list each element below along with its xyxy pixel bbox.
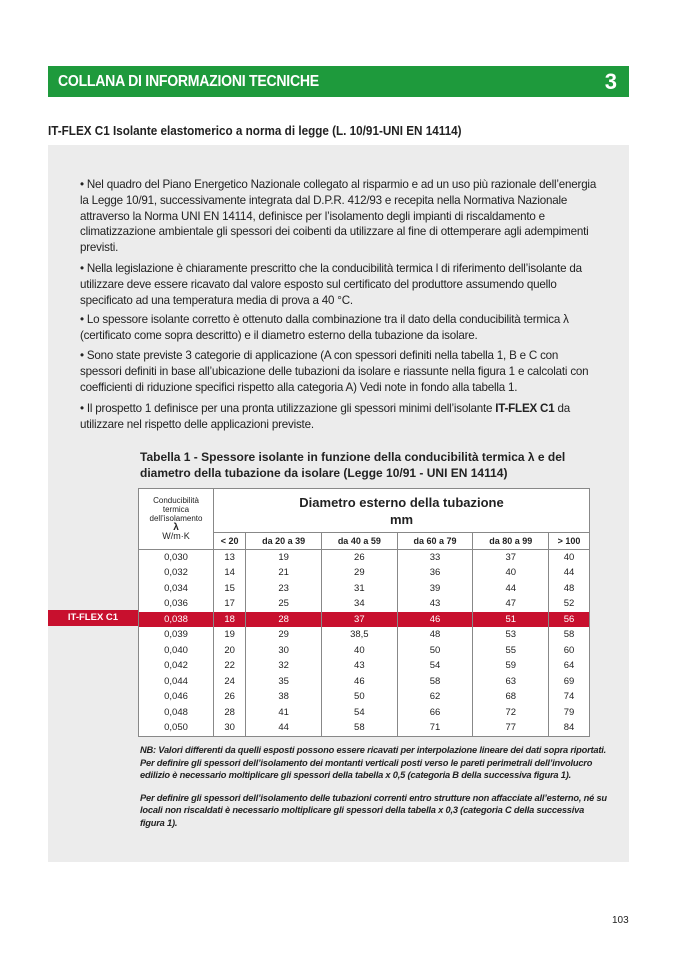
diameter-header xyxy=(214,489,590,533)
thickness-cell: 50 xyxy=(321,689,397,705)
paragraph: • Sono state previste 3 categorie di applicazione (A con spessori definiti nella tabella 1, B e C con spessori definiti in base all’ubicazione delle tubazioni da isolare e riassunte nella figura 1 e calcolati con coefficienti di riduzione specifici rispetto alla categoria A) Vedi note in fondo alla tabella 1. xyxy=(80,349,589,394)
thickness-cell: 23 xyxy=(246,581,322,597)
thickness-cell: 74 xyxy=(549,689,590,705)
table-row xyxy=(139,627,590,643)
thickness-cell: 28 xyxy=(214,705,246,721)
thickness-cell: 72 xyxy=(473,705,549,721)
table-row xyxy=(139,549,590,565)
lambda-cell: 0,044 xyxy=(139,674,214,690)
thickness-cell: 17 xyxy=(214,596,246,612)
lambda-cell: 0,038 xyxy=(139,612,214,628)
paragraph: • Nel quadro del Piano Energetico Nazionale collegato al risparmio e ad un uso più razionale dell’energia la Legge 10/91, successivamente integrata dal D.P.R. 412/93 e recepita nella Normativa Nazionale attraverso la Norma UNI EN 14114, definisce per l’isolamento degli impianti di riscaldamento e climatizzazione ambientale gli spessori dei coibenti da utilizzare al fine di ottemperare agli adempimenti previsti. xyxy=(80,178,597,255)
text: λ xyxy=(173,522,179,534)
thickness-cell: 30 xyxy=(214,720,246,736)
table-row xyxy=(139,720,590,736)
thickness-cell: 66 xyxy=(397,705,473,721)
table-row xyxy=(139,596,590,612)
lambda-cell: 0,039 xyxy=(139,627,214,643)
text: Conducibilità xyxy=(153,496,199,506)
thickness-cell: 43 xyxy=(321,658,397,674)
thickness-cell: 64 xyxy=(549,658,590,674)
paragraph xyxy=(80,401,600,433)
thickness-cell: 32 xyxy=(246,658,322,674)
note: NB: Valori differenti da quelli esposti possono essere ricavati per interpolazione lineare dei dati sopra riportati. Per definire gli spessori dell’isolamento dei montanti verticali posti verso le pareti perimetrali dell’involucro edilizio è necessario moltiplicare gli spessori della tabella x 0,5 (categoria B della successiva figura 1). xyxy=(140,745,607,780)
thickness-cell: 26 xyxy=(321,549,397,565)
column-header: da 40 a 59 xyxy=(321,533,397,550)
thickness-cell: 25 xyxy=(246,596,322,612)
thickness-cell: 19 xyxy=(246,549,322,565)
thickness-cell: 31 xyxy=(321,581,397,597)
text: termica xyxy=(162,505,190,515)
text: da utilizzare nel rispetto delle applicazioni previste. xyxy=(80,402,570,431)
note: Per definire gli spessori dell’isolamento delle tubazioni correnti entro strutture non affacciate all’esterno, né su locali non riscaldati è necessario moltiplicare gli spessori della tabella x 0,3 (categoria C della successiva figura 1). xyxy=(140,792,607,828)
thickness-cell: 24 xyxy=(214,674,246,690)
thickness-cell: 13 xyxy=(214,549,246,565)
thickness-cell: 14 xyxy=(214,565,246,581)
thickness-cell: 71 xyxy=(397,720,473,736)
thickness-table xyxy=(138,488,590,737)
thickness-cell: 37 xyxy=(473,549,549,565)
highlight-label: IT-FLEX C1 xyxy=(48,610,138,626)
table-row xyxy=(139,643,590,659)
thickness-cell: 30 xyxy=(246,643,322,659)
thickness-cell: 62 xyxy=(397,689,473,705)
lambda-cell: 0,030 xyxy=(139,549,214,565)
lambda-cell: 0,042 xyxy=(139,658,214,674)
thickness-cell: 19 xyxy=(214,627,246,643)
lambda-header xyxy=(139,489,214,550)
paragraph: • Nella legislazione è chiaramente prescritto che la conducibilità termica l di riferimento dell’isolante da utilizzare deve essere ricavato dal valore esposto sul certificato del produttore assumendo quello specificato ad una temperatura media di prova a 40 °C. xyxy=(80,262,582,307)
lambda-cell: 0,048 xyxy=(139,705,214,721)
table-title: Tabella 1 - Spessore isolante in funzione della conducibilità termica λ e del diametro della tubazione da isolare (Legge 10/91 - UNI EN 14114) xyxy=(140,450,566,480)
column-header: da 60 a 79 xyxy=(397,533,473,550)
table-row xyxy=(139,705,590,721)
thickness-cell: 69 xyxy=(549,674,590,690)
thickness-cell: 56 xyxy=(549,612,590,628)
table-row xyxy=(139,658,590,674)
thickness-cell: 44 xyxy=(549,565,590,581)
thickness-cell: 37 xyxy=(321,612,397,628)
thickness-cell: 29 xyxy=(321,565,397,581)
section-title: COLLANA DI INFORMAZIONI TECNICHE xyxy=(58,73,319,90)
thickness-cell: 53 xyxy=(473,627,549,643)
thickness-cell: 46 xyxy=(321,674,397,690)
product-name: IT-FLEX C1 xyxy=(495,402,555,415)
paragraph: • Lo spessore isolante corretto è ottenuto dalla combinazione tra il dato della conducibilità termica λ (certificato come sopra descritto) e il diametro esterno della tubazione da isolare. xyxy=(80,313,569,342)
page-number: 103 xyxy=(612,915,629,926)
thickness-cell: 58 xyxy=(397,674,473,690)
text: dell’isolamento xyxy=(149,514,203,524)
table-row xyxy=(139,565,590,581)
thickness-cell: 34 xyxy=(321,596,397,612)
thickness-cell: 48 xyxy=(397,627,473,643)
thickness-cell: 40 xyxy=(321,643,397,659)
thickness-cell: 63 xyxy=(473,674,549,690)
thickness-cell: 51 xyxy=(473,612,549,628)
column-header: da 20 a 39 xyxy=(246,533,322,550)
thickness-cell: 68 xyxy=(473,689,549,705)
thickness-cell: 44 xyxy=(473,581,549,597)
lambda-cell: 0,034 xyxy=(139,581,214,597)
thickness-cell: 43 xyxy=(397,596,473,612)
thickness-cell: 54 xyxy=(397,658,473,674)
thickness-cell: 41 xyxy=(246,705,322,721)
column-header: < 20 xyxy=(214,533,246,550)
lambda-cell: 0,050 xyxy=(139,720,214,736)
thickness-cell: 54 xyxy=(321,705,397,721)
table-row xyxy=(139,689,590,705)
thickness-cell: 50 xyxy=(397,643,473,659)
page-subtitle: IT-FLEX C1 Isolante elastomerico a norma di legge (L. 10/91-UNI EN 14114) xyxy=(48,123,462,138)
thickness-cell: 40 xyxy=(473,565,549,581)
thickness-cell: 39 xyxy=(397,581,473,597)
thickness-cell: 77 xyxy=(473,720,549,736)
thickness-cell: 33 xyxy=(397,549,473,565)
thickness-cell: 28 xyxy=(246,612,322,628)
thickness-cell: 29 xyxy=(246,627,322,643)
thickness-cell: 59 xyxy=(473,658,549,674)
thickness-cell: 22 xyxy=(214,658,246,674)
table-notes xyxy=(140,744,610,839)
thickness-cell: 79 xyxy=(549,705,590,721)
table-row xyxy=(139,612,590,628)
thickness-cell: 26 xyxy=(214,689,246,705)
thickness-cell: 58 xyxy=(549,627,590,643)
lambda-cell: 0,036 xyxy=(139,596,214,612)
text: mm xyxy=(389,511,414,527)
thickness-cell: 46 xyxy=(397,612,473,628)
lambda-cell: 0,040 xyxy=(139,643,214,659)
text: W/m·K xyxy=(162,531,190,542)
thickness-cell: 48 xyxy=(549,581,590,597)
thickness-cell: 36 xyxy=(397,565,473,581)
lambda-cell: 0,032 xyxy=(139,565,214,581)
column-header: da 80 a 99 xyxy=(473,533,549,550)
thickness-cell: 52 xyxy=(549,596,590,612)
thickness-cell: 47 xyxy=(473,596,549,612)
thickness-cell: 21 xyxy=(246,565,322,581)
table-row xyxy=(139,674,590,690)
thickness-cell: 44 xyxy=(246,720,322,736)
table-row xyxy=(139,581,590,597)
thickness-cell: 84 xyxy=(549,720,590,736)
lambda-cell: 0,046 xyxy=(139,689,214,705)
thickness-cell: 38 xyxy=(246,689,322,705)
section-number: 3 xyxy=(604,69,617,94)
thickness-cell: 60 xyxy=(549,643,590,659)
thickness-cell: 58 xyxy=(321,720,397,736)
thickness-cell: 20 xyxy=(214,643,246,659)
column-header: > 100 xyxy=(549,533,590,550)
text: Diametro esterno della tubazione xyxy=(299,494,504,510)
text: • Il prospetto 1 definisce per una pronta utilizzazione gli spessori minimi dell’isolante xyxy=(80,402,496,415)
thickness-cell: 18 xyxy=(214,612,246,628)
thickness-cell: 40 xyxy=(549,549,590,565)
thickness-cell: 38,5 xyxy=(321,627,397,643)
section-header xyxy=(48,66,629,97)
thickness-cell: 35 xyxy=(246,674,322,690)
thickness-cell: 15 xyxy=(214,581,246,597)
thickness-cell: 55 xyxy=(473,643,549,659)
